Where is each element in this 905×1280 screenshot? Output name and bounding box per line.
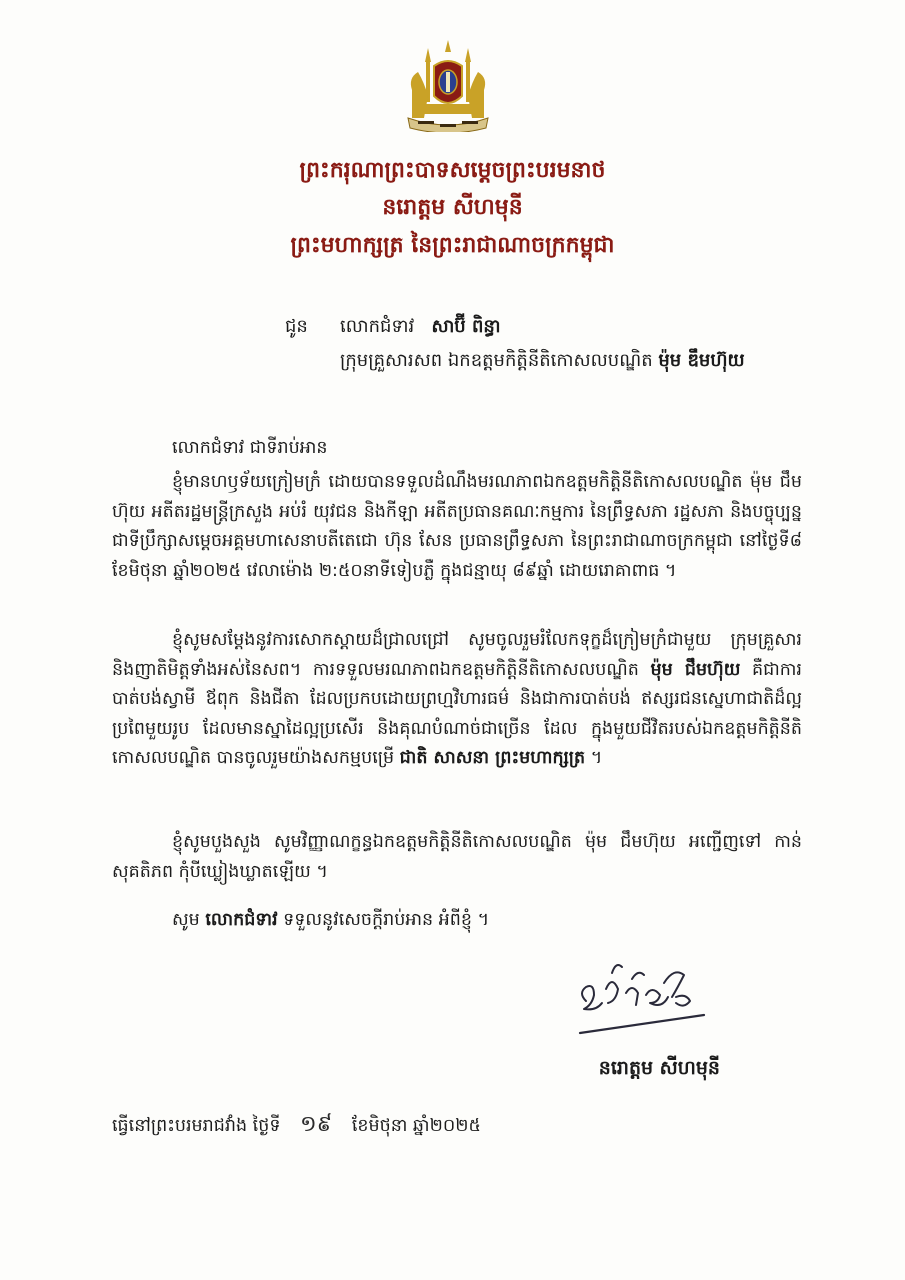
addressee-name: សាប៊ី ពិន្ធា — [431, 316, 501, 337]
national-motto: ជាតិ សាសនា ព្រះមហាក្សត្រ — [399, 748, 586, 768]
closing-rest: ទទួលនូវសេចក្តីរាប់អាន អំពីខ្ញុំ ។ — [283, 910, 490, 930]
header-king-name: នរោត្តម សីហមុនី — [382, 195, 523, 220]
header-royal-title: ព្រះករុណាព្រះបាទសម្តេចព្រះបរមនាថ — [299, 158, 606, 183]
addressee-name-line — [340, 314, 501, 341]
paragraph-prayer: ខ្ញុំសូមបួងសួង សូមវិញ្ញាណក្ខន្ធឯកឧត្តមកិត្តិនីតិកោសលបណ្ឌិត ម៉ុម ជឹមហ៊ុយ អញ្ជើញទៅ កាន់សុគតិភព កុំបីឃ្លៀងឃ្លាតឡើយ ។ — [112, 832, 802, 882]
date-suffix: ខែមិថុនា ឆ្នាំ២០២៥ — [351, 1116, 481, 1136]
paragraph2-part-b: គឺជាការបាត់បង់ស្វាមី ឪពុក និងជីតា ដែលប្រកបដោយព្រហ្មវិហារធម៌ និងជាការបាត់បង់ ឥស្សរជនស្នេហាជាតិដ៏ល្អប្រពៃមួយរូប ដែលមានស្នាដៃល្អប្រសើរ និងគុណបំណាច់ជាច្រើន ដែល ក្នុងមួយជីវិតរបស់ឯកឧត្តមកិត្តិនីតិកោសលបណ្ឌិត បានចូលរួមយ៉ាងសកម្មបម្រើ — [112, 659, 802, 768]
paragraph-condolence-message — [112, 626, 802, 774]
date-day-handwritten: ១៩ — [300, 1112, 333, 1137]
paragraph2-part-a: ខ្ញុំសូមសម្តែងនូវការសោកស្តាយដ៏ជ្រាលជ្រៅ សូមចូលរួមរំលែកទុក្ខដ៏ក្រៀមក្រំជាមួយ ក្រុមគ្រួសារ និងញាតិមិត្តទាំងអស់នៃសព។ ការទទួលមរណភាពឯកឧត្តមកិត្តិនីតិកោសលបណ្ឌិត — [112, 630, 802, 680]
paragraph2-deceased-name: ម៉ុម ជឹមហ៊ុយ — [650, 659, 741, 680]
royal-coat-of-arms-icon — [398, 38, 498, 132]
addressee-label: ជូន — [285, 316, 308, 337]
paragraph2-end: ។ — [585, 748, 603, 768]
signer-name: នរោត្តម សីហមុនី — [598, 1057, 720, 1079]
deceased-name: ម៉ុម ឌឹមហ៊ុយ — [658, 350, 745, 371]
addressee-title: លោកជំទាវ — [340, 316, 415, 337]
header-king-title: ព្រះមហាក្សត្រ នៃព្រះរាជាណាចក្រកម្ពុជា — [290, 233, 615, 258]
addressee-family-prefix: ក្រុមគ្រួសារសព ឯកឧត្តមកិត្តិនីតិកោសលបណ្ឌិត — [340, 350, 653, 371]
letter-salutation: លោកជំទាវ ជាទីរាប់អាន — [172, 438, 328, 458]
closing-title: លោកជំទាវ — [205, 910, 278, 930]
closing-prefix: សូម — [172, 910, 200, 930]
letter-closing — [172, 908, 489, 934]
date-line — [112, 1110, 481, 1142]
addressee-family-line — [340, 348, 745, 375]
paragraph-condolence-notice: ខ្ញុំមានហឫទ័យក្រៀមក្រំ ដោយបានទទួលដំណឹងមរណភាពឯកឧត្តមកិត្តិនីតិកោសលបណ្ឌិត ម៉ុម ជឹមហ៊ុយ អតីតរដ្ឋមន្ត្រីក្រសួង អប់រំ យុវជន និងកីឡា អតីតប្រធានគណៈកម្មការ នៃព្រឹទ្ធសភា រដ្ឋសភា និងបច្ចុប្បន្នជាទីប្រឹក្សាសម្តេចអគ្គមហាសេនាបតីតេជោ ហ៊ុន សែន ប្រធានព្រឹទ្ធសភា នៃព្រះរាជាណាចក្រកម្ពុជា នៅថ្ងៃទី៨ ខែមិថុនា ឆ្នាំ២០២៥ វេលាម៉ោង ២:៥០នាទីទៀបភ្លឺ ក្នុងជន្មាយុ ៨៩ឆ្នាំ ដោយរោគាពាធ ។ — [112, 472, 802, 581]
date-prefix: ធ្វើនៅព្រះបរមរាជវាំង ថ្ងៃទី — [112, 1116, 281, 1136]
handwritten-signature — [572, 953, 712, 1043]
